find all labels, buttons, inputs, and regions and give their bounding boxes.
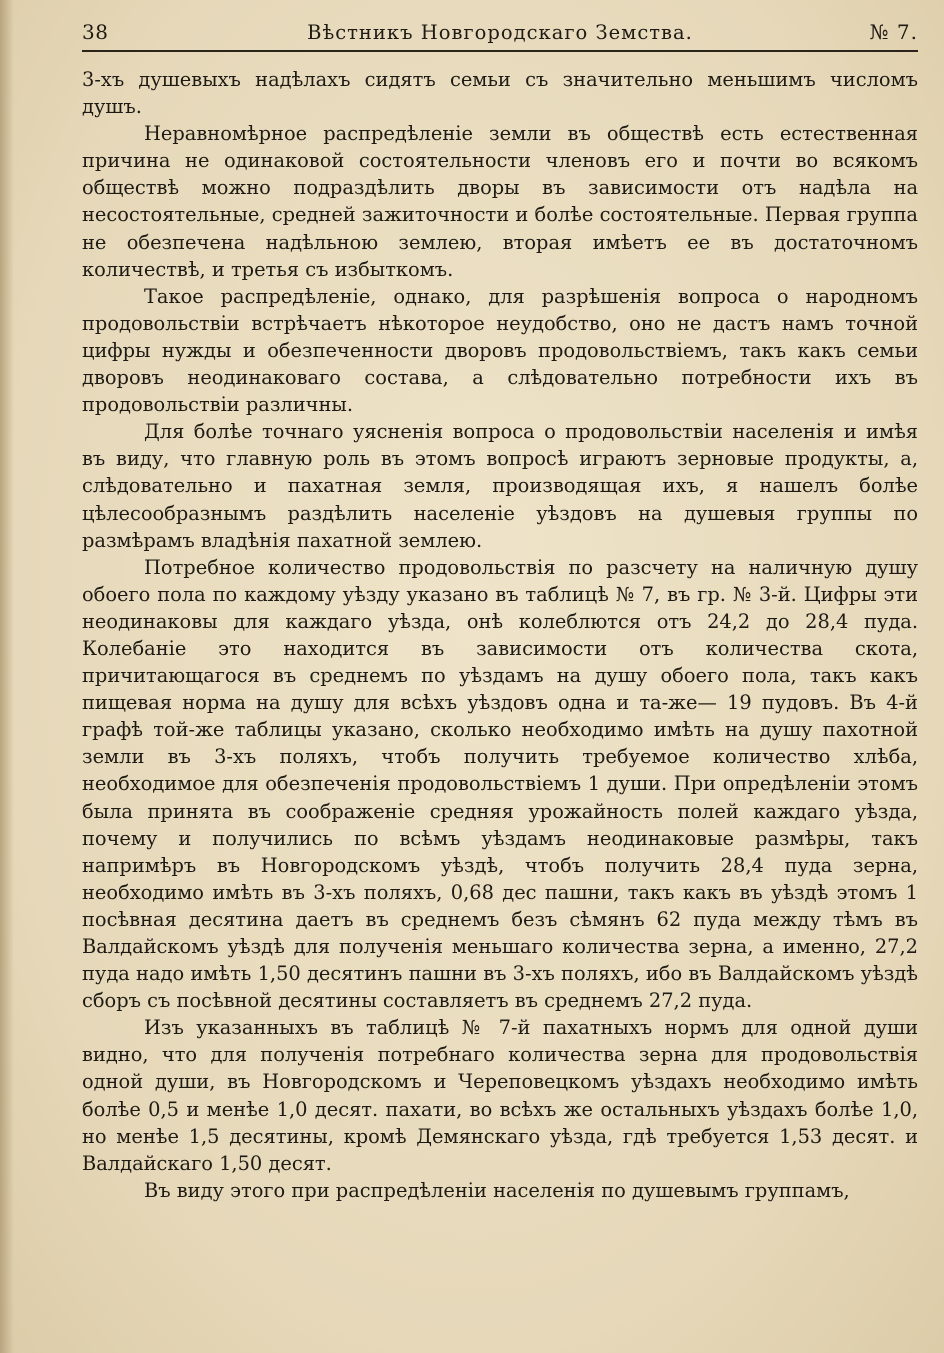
page-edge-shadow bbox=[0, 0, 14, 1353]
journal-title: Вѣстникъ Новгородскаго Земства. bbox=[307, 21, 693, 44]
issue-number: № 7. bbox=[869, 20, 918, 44]
paragraph-continuation: 3-хъ душевыхъ надѣлахъ сидятъ семьи съ значительно меньшимъ числомъ душъ. bbox=[82, 68, 918, 119]
paragraph-arable-norms: Изъ указанныхъ въ таблицѣ № 7-й пахатныхъ нормъ для одной души видно, что для полученія потребнаго количества зерна для продовольствія одной души, въ Новгородскомъ и Череповецкомъ уѣздахъ необходимо имѣть болѣе 0,5 и менѣе 1,0 десят. пахати, во всѣхъ же остальныхъ уѣздахъ болѣе 1,0, но менѣе 1,5 десятины, кромѣ Демянскаго уѣзда, гдѣ требуется 1,53 десят. и Валдайскаго 1,50 десят. bbox=[82, 1016, 918, 1175]
running-header bbox=[82, 18, 918, 52]
paragraph-uneven-distribution: Неравномѣрное распредѣленіе земли въ обществѣ есть естественная причина не одинаковой состоятельности членовъ его и почти во всякомъ обществѣ можно подраздѣлить дворы въ зависимости отъ надѣла на несостоятельные, средней зажиточности и болѣе состоятельные. Первая группа не обезпечена надѣльною землею, вторая имѣетъ ее въ достаточномъ количествѣ, и третья съ избыткомъ. bbox=[82, 122, 918, 281]
paragraph-closing: Въ виду этого при распредѣленіи населенія по душевымъ группамъ, bbox=[144, 1178, 850, 1202]
page-number: 38 bbox=[82, 20, 109, 44]
paragraph-grouping-method: Для болѣе точнаго уясненія вопроса о продовольствіи населенія и имѣя въ виду, что главную роль въ этомъ вопросѣ играютъ зерновые продукты, а, слѣдовательно и пахатная земля, производящая ихъ, я нашелъ болѣе цѣлесообразнымъ раздѣлить населеніе уѣздовъ на душевыя группы по размѣрамъ владѣнія пахатной землею. bbox=[82, 420, 918, 552]
body-text bbox=[82, 66, 918, 1204]
paragraph-food-requirement: Потребное количество продовольствія по разсчету на наличную душу обоего пола по каждому уѣзду указано въ таблицѣ № 7, въ гр. № 3-й. Цифры эти неодинаковы для каждаго уѣзда, онѣ колеблются отъ 24,2 до 28,4 пуда. Колебаніе это находится въ зависимости отъ количества скота, причитающагося въ среднемъ по уѣздамъ на душу обоего пола, такъ какъ пищевая норма на душу для всѣхъ уѣздовъ одна и та-же— 19 пудовъ. Въ 4-й графѣ той-же таблицы указано, сколько необходимо имѣть на душу пахотной земли въ 3-хъ поляхъ, чтобъ получить требуемое количество хлѣба, необходимое для обезпеченія продовольствіемъ 1 души. При опредѣленіи этомъ была принята въ соображеніе средняя урожайность полей каждаго уѣзда, почему и получились по всѣмъ уѣздамъ неодинаковые размѣры, такъ напримѣръ въ Новгородскомъ уѣздѣ, чтобъ получить 28,4 пуда зерна, необходимо имѣть въ 3-хъ поляхъ, 0,68 дес пашни, такъ какъ въ уѣздѣ этомъ 1 посѣвная десятина даетъ въ среднемъ безъ сѣмянъ 62 пуда между тѣмъ въ Валдайскомъ уѣздѣ для полученія меньшаго количества зерна, а именно, 27,2 пуда надо имѣть 1,50 десятинъ пашни въ 3-хъ поляхъ, ибо въ Валдайскомъ уѣздѣ сборъ съ посѣвной десятины составляетъ въ среднемъ 27,2 пуда. bbox=[82, 555, 918, 1013]
paragraph-distribution-inconvenience: Такое распредѣленіе, однако, для разрѣшенія вопроса о народномъ продовольствіи встрѣчаетъ нѣкоторое неудобство, оно не дастъ намъ точной цифры нужды и обезпеченности дворовъ продовольствіемъ, такъ какъ семьи дворовъ неодинаковаго состава, а слѣдовательно потребности ихъ въ продовольствіи различны. bbox=[82, 284, 918, 417]
